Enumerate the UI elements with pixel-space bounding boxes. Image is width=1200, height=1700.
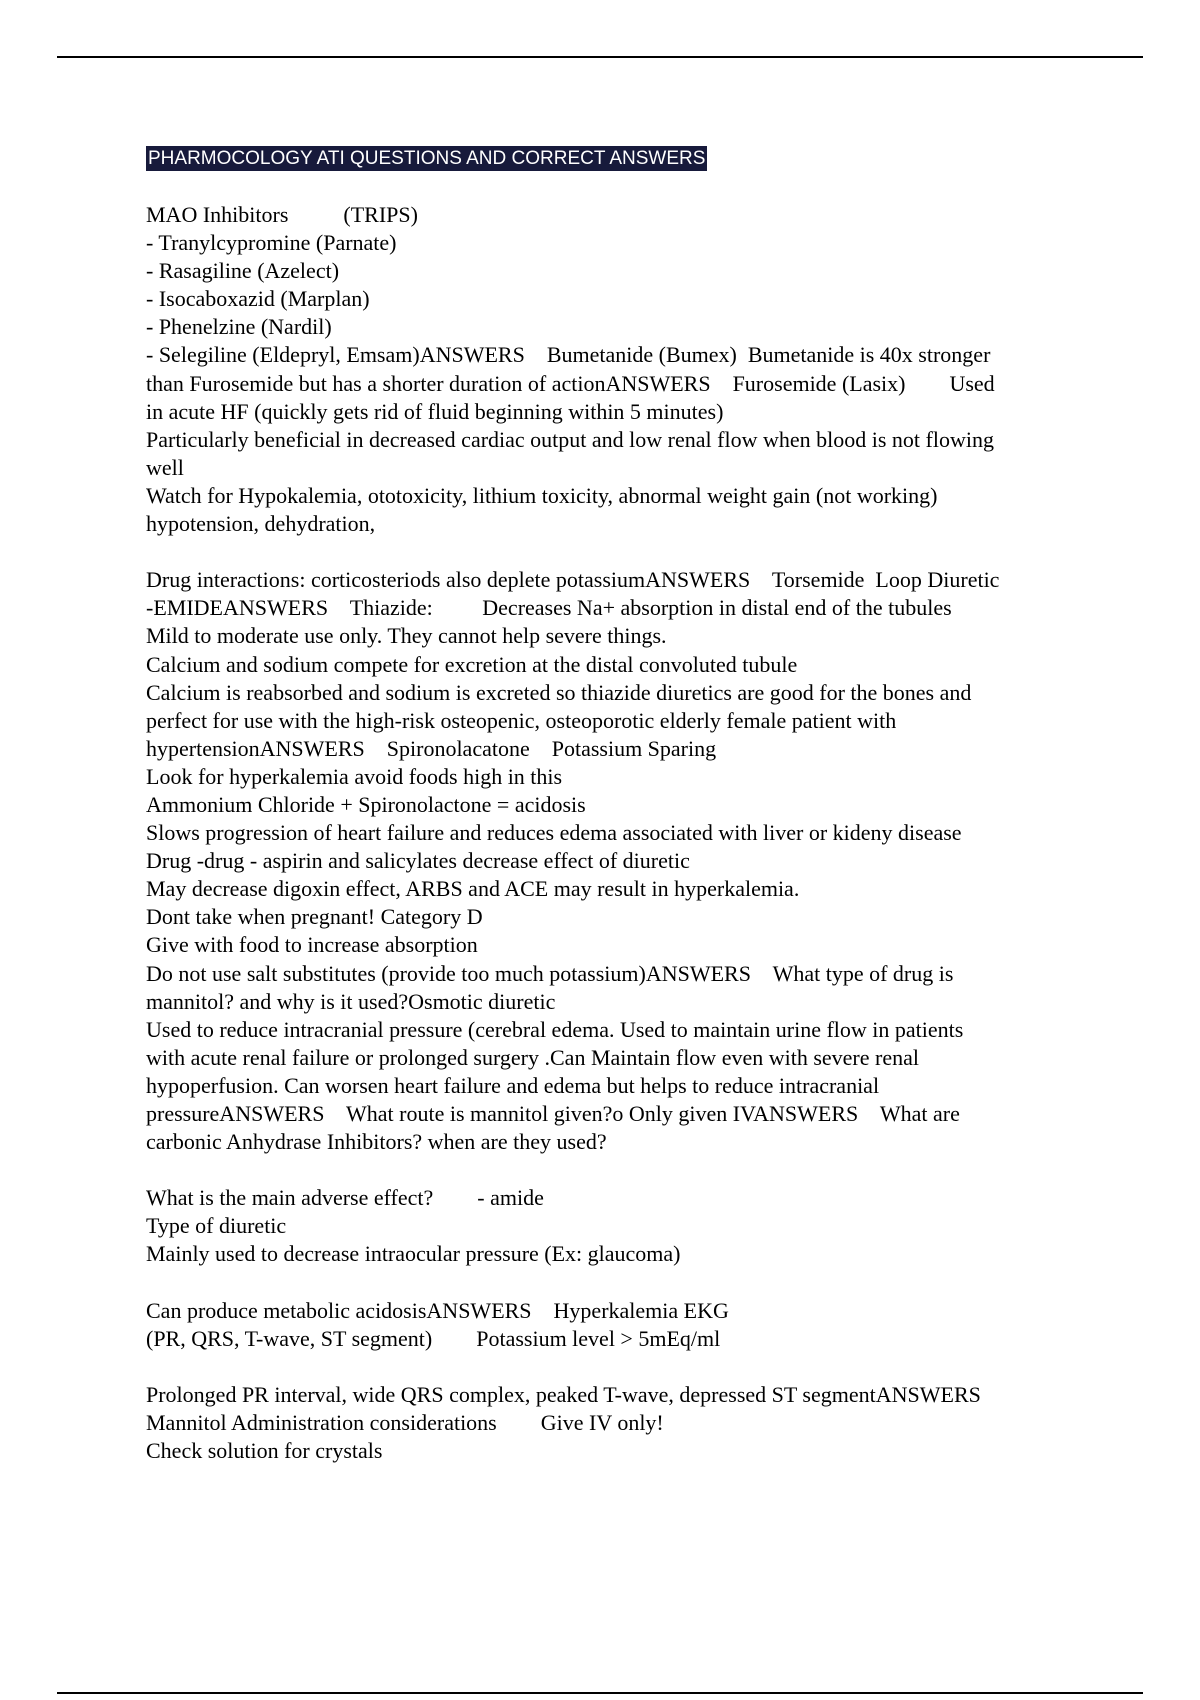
text-line: - Selegiline (Eldepryl, Emsam)ANSWERS Bumetanide (Bumex) Bumetanide is 40x stronger (146, 342, 991, 368)
footer-rule (57, 1692, 1143, 1694)
text-line: Look for hyperkalemia avoid foods high in this (146, 763, 563, 789)
text-line: Particularly beneficial in decreased cardiac output and low renal flow when blood is not flowing (146, 426, 994, 452)
text-line: with acute renal failure or prolonged surgery .Can Maintain flow even with severe renal (146, 1044, 919, 1070)
text-line: Prolonged PR interval, wide QRS complex, peaked T-wave, depressed ST segmentANSWERS (146, 1381, 981, 1407)
text-line: Mainly used to decrease intraocular pressure (Ex: glaucoma) (146, 1241, 681, 1267)
document-body (146, 146, 1086, 1465)
text-line: What is the main adverse effect? - amide (146, 1185, 544, 1211)
text-line: well (146, 454, 184, 480)
text-line: Drug -drug - aspirin and salicylates decrease effect of diuretic (146, 848, 690, 874)
text-line: mannitol? and why is it used?Osmotic diuretic (146, 988, 556, 1014)
text-line: hypoperfusion. Can worsen heart failure and edema but helps to reduce intracranial (146, 1072, 880, 1098)
text-line: Can produce metabolic acidosisANSWERS Hyperkalemia EKG (146, 1297, 729, 1323)
document-title: PHARMOCOLOGY ATI QUESTIONS AND CORRECT ANSWERS (148, 148, 706, 169)
text-line: Slows progression of heart failure and reduces edema associated with liver or kideny disease (146, 820, 962, 846)
blank-line (146, 1156, 1086, 1184)
text-line: in acute HF (quickly gets rid of fluid beginning within 5 minutes) (146, 398, 724, 424)
blank-line (146, 1269, 1086, 1297)
text-line: - Phenelzine (Nardil) (146, 314, 332, 340)
text-line: Check solution for crystals (146, 1438, 383, 1464)
text-line: MAO Inhibitors (TRIPS) (146, 202, 418, 227)
text-line: pressureANSWERS What route is mannitol given?o Only given IVANSWERS What are (146, 1101, 960, 1126)
text-line: May decrease digoxin effect, ARBS and ACE may result in hyperkalemia. (146, 876, 800, 902)
text-line: - Tranylcypromine (Parnate) (146, 230, 397, 256)
text-line: Give with food to increase absorption (146, 932, 478, 958)
text-line: Dont take when pregnant! Category D (146, 904, 483, 930)
text-line: Mild to moderate use only. They cannot help severe things. (146, 623, 667, 649)
text-line: than Furosemide but has a shorter duration of actionANSWERS Furosemide (Lasix) Used (146, 370, 995, 396)
header-rule (57, 56, 1143, 58)
text-line: hypertensionANSWERS Spironolacatone Potassium Sparing (146, 735, 717, 761)
text-line: hypotension, dehydration, (146, 511, 376, 537)
text-line: (PR, QRS, T-wave, ST segment) Potassium level > 5mEq/ml (146, 1325, 721, 1351)
text-line: Ammonium Chloride + Spironolactone = acidosis (146, 791, 586, 817)
text-line: perfect for use with the high-risk osteopenic, osteoporotic elderly female patient with (146, 707, 897, 733)
blank-line (146, 1353, 1086, 1381)
text-line: Type of diuretic (146, 1213, 287, 1239)
text-line: - Isocaboxazid (Marplan) (146, 286, 370, 312)
text-line: Calcium is reabsorbed and sodium is excreted so thiazide diuretics are good for the bones and (146, 679, 972, 705)
text-line: Drug interactions: corticosteriods also deplete potassiumANSWERS Torsemide Loop Diuretic (146, 567, 1000, 593)
blank-line (146, 538, 1086, 566)
text-line: -EMIDEANSWERS Thiazide: Decreases Na+ absorption in distal end of the tubules (146, 595, 952, 621)
text-line: Used to reduce intracranial pressure (cerebral edema. Used to maintain urine flow in patients (146, 1016, 964, 1042)
text-line: - Rasagiline (Azelect) (146, 258, 340, 284)
text-line: carbonic Anhydrase Inhibitors? when are they used? (146, 1129, 607, 1155)
text-line: Mannitol Administration considerations Give IV only! (146, 1410, 664, 1436)
text-line: Watch for Hypokalemia, ototoxicity, lithium toxicity, abnormal weight gain (not working) (146, 482, 938, 508)
text-line: Do not use salt substitutes (provide too much potassium)ANSWERS What type of drug is (146, 960, 954, 986)
text-line: Calcium and sodium compete for excretion at the distal convoluted tubule (146, 651, 798, 677)
document-text (146, 201, 1086, 1465)
